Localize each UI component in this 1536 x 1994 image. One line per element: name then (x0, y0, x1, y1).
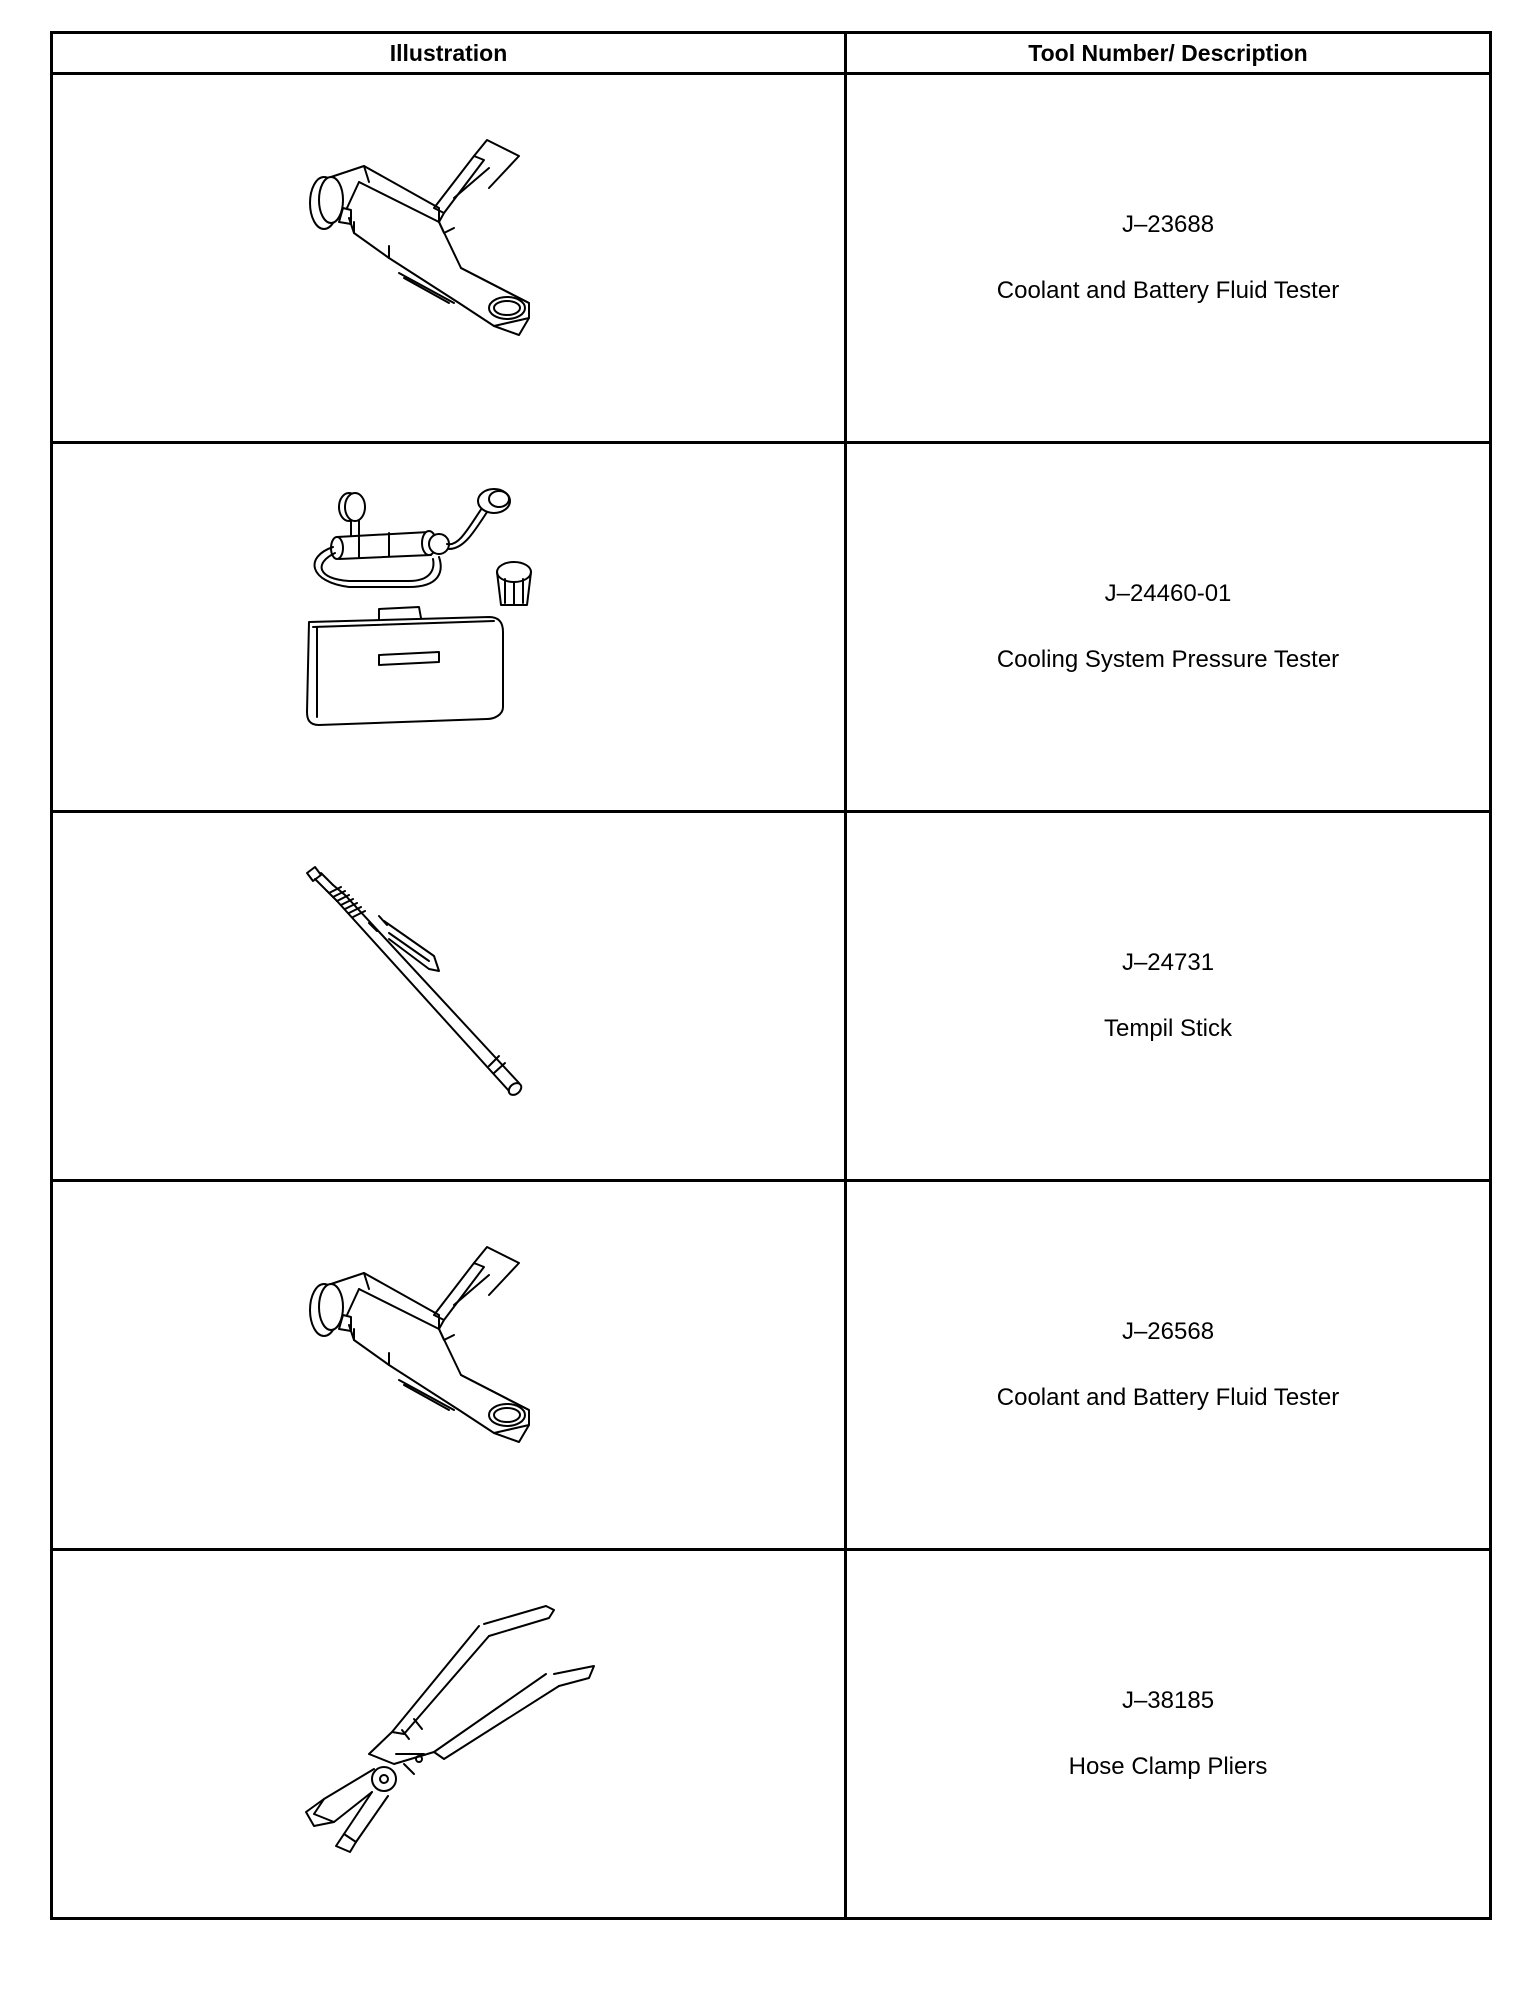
tool-description: Hose Clamp Pliers (1068, 1753, 1268, 1780)
tool-description: Coolant and Battery Fluid Tester (996, 277, 1340, 304)
header-illustration: Illustration (52, 33, 846, 74)
illustration-cell (52, 1181, 846, 1550)
illustration-cell (52, 443, 846, 812)
table-row (52, 1181, 1491, 1550)
header-tool-description: Tool Number/ Description (846, 33, 1491, 74)
tool-description-cell (846, 443, 1491, 812)
tool-description-cell (846, 1181, 1491, 1550)
header-row (52, 33, 1491, 74)
tempil-stick-icon (289, 861, 609, 1131)
illustration-cell (52, 1550, 846, 1919)
pressure-tester-icon (289, 487, 609, 767)
table-row (52, 812, 1491, 1181)
table-row (52, 443, 1491, 812)
table-row (52, 1550, 1491, 1919)
tool-description: Coolant and Battery Fluid Tester (996, 1384, 1340, 1411)
tool-description: Cooling System Pressure Tester (996, 646, 1340, 673)
tool-description: Tempil Stick (1103, 1015, 1233, 1042)
illustration-cell (52, 74, 846, 443)
fluid-tester-icon (289, 1245, 609, 1485)
tool-description-cell (846, 74, 1491, 443)
tool-number: J–24731 (1121, 949, 1215, 976)
hose-clamp-pliers-icon (284, 1604, 614, 1864)
tool-number: J–26568 (1121, 1318, 1215, 1345)
tool-number: J–23688 (1121, 211, 1215, 238)
table-row (52, 74, 1491, 443)
fluid-tester-icon (289, 138, 609, 378)
tool-description-cell (846, 1550, 1491, 1919)
tool-number: J–24460-01 (1104, 580, 1232, 607)
tool-number: J–38185 (1121, 1687, 1215, 1714)
illustration-cell (52, 812, 846, 1181)
tool-description-cell (846, 812, 1491, 1181)
special-tools-table (50, 31, 1492, 1920)
